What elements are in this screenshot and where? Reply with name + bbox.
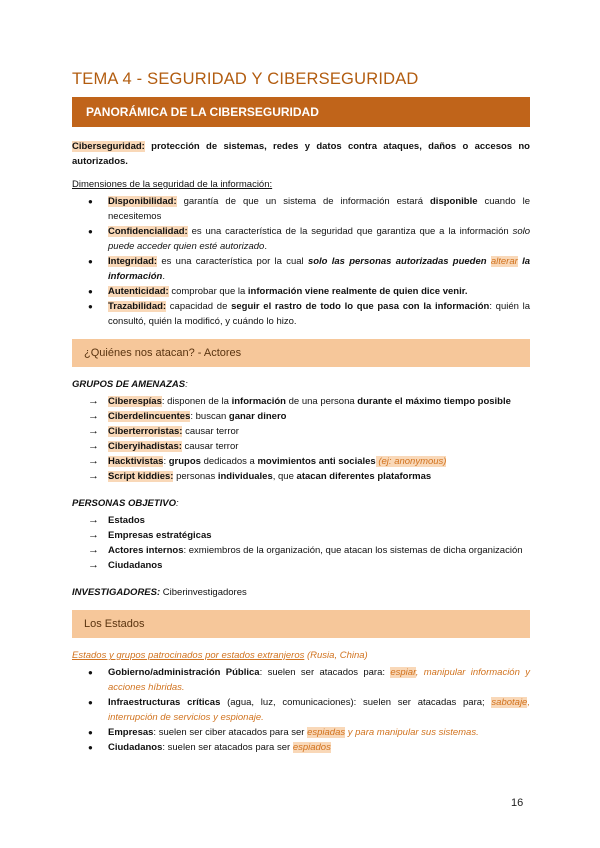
item-bold: movimientos anti sociales: [257, 456, 376, 467]
list-item: [72, 194, 530, 224]
item-bold: Actores internos: [108, 545, 184, 556]
item-bold: atacan diferentes plataformas: [296, 471, 432, 482]
item-orange: , manipular información y acciones híbridas.: [108, 667, 530, 693]
section-banner-estados: Los Estados: [72, 610, 530, 638]
item-text: garantía de que un sistema de información estará: [176, 196, 430, 207]
list-item: [72, 740, 530, 755]
item-bold: información: [231, 396, 286, 407]
item-text: .: [162, 271, 166, 282]
list-item: [72, 665, 530, 695]
item-orange-highlight: espiados: [292, 742, 331, 753]
heading-colon: :: [176, 498, 179, 509]
item-bold: ganar dinero: [228, 411, 287, 422]
item-text: de una persona: [285, 396, 358, 407]
item-text: causar terror: [182, 426, 239, 437]
objetivo-heading: [72, 496, 530, 511]
item-text: capacidad de: [166, 301, 232, 312]
item-orange-highlight: espiar: [390, 667, 416, 678]
item-term: Integridad:: [108, 256, 158, 267]
item-text: personas: [173, 471, 218, 482]
item-text: .: [264, 241, 267, 252]
list-item: [72, 528, 530, 543]
list-item: [72, 558, 530, 573]
item-term: Script kiddies:: [108, 471, 174, 482]
list-item: [72, 543, 530, 558]
document-page: [72, 70, 530, 759]
amenazas-list: [72, 394, 530, 484]
list-item: [72, 513, 530, 528]
item-term: Confidencialidad:: [108, 226, 188, 237]
list-item: [72, 439, 530, 454]
item-bold: Gobierno/administración Pública: [108, 667, 260, 678]
dimensions-heading-text: Dimensiones de la seguridad de la información:: [72, 179, 273, 190]
item-bold: Estados: [108, 515, 145, 526]
item-text: causar terror: [181, 441, 239, 452]
estados-paren: (Rusia, China): [304, 650, 368, 661]
list-item: [72, 469, 530, 484]
item-text: : suelen ser ciber atacados para ser: [153, 727, 308, 738]
list-item: [72, 409, 530, 424]
page-title: TEMA 4 - SEGURIDAD Y CIBERSEGURIDAD: [72, 70, 419, 88]
item-bold: Ciudadanos: [108, 560, 163, 571]
item-bold-italic: solo las personas autorizadas pueden: [307, 256, 487, 267]
item-text: es una característica por la cual: [157, 256, 308, 267]
list-item: [72, 424, 530, 439]
item-bold: Ciudadanos: [108, 742, 163, 753]
item-orange: (ej: anonymous): [375, 456, 447, 467]
item-text: comprobar que la: [168, 286, 248, 297]
item-term: Trazabilidad:: [108, 301, 167, 312]
investigadores-line: [72, 585, 530, 600]
item-text: : suelen ser atacados para:: [259, 667, 391, 678]
intro-paragraph: [72, 139, 530, 169]
item-term: Disponibilidad:: [108, 196, 177, 207]
item-term: Ciberterroristas:: [108, 426, 183, 437]
list-item: [72, 454, 530, 469]
dimensions-list: [72, 194, 530, 329]
item-term: Ciberdelincuentes: [108, 411, 191, 422]
investigadores-text: Ciberinvestigadores: [160, 587, 247, 598]
item-text: dedicados a: [200, 456, 258, 467]
item-bold: individuales: [217, 471, 273, 482]
page-number: 16: [511, 797, 524, 809]
item-bold: Empresas: [108, 727, 154, 738]
item-bold: grupos: [168, 456, 201, 467]
list-item: [72, 254, 530, 284]
item-text: es una característica de la seguridad que garantiza que a la información: [187, 226, 513, 237]
amenazas-heading: [72, 377, 530, 392]
investigadores-heading: INVESTIGADORES:: [72, 587, 161, 598]
item-text: (agua, luz, comunicaciones): suelen ser atacadas para;: [220, 697, 492, 708]
item-bold: disponible: [430, 196, 478, 207]
item-italic: solo puede acceder quien esté autorizado: [108, 226, 530, 252]
item-bold: durante el máximo tiempo posible: [357, 396, 511, 407]
list-item: [72, 284, 530, 299]
item-bold: Empresas estratégicas: [108, 530, 212, 541]
item-orange: y para manipular sus sistemas.: [345, 727, 479, 738]
item-text: : buscan: [190, 411, 229, 422]
item-bold: información viene realmente de quien dice venir.: [247, 286, 468, 297]
item-text: : suelen ser atacados para ser: [162, 742, 293, 753]
item-orange: alterar: [490, 256, 518, 267]
item-text: : disponen de la: [161, 396, 232, 407]
estados-heading: [72, 648, 530, 663]
list-item: [72, 224, 530, 254]
item-term: Hacktivistas: [108, 456, 164, 467]
section-banner-actores: ¿Quiénes nos atacan? - Actores: [72, 339, 530, 367]
intro-term: Ciberseguridad:: [72, 141, 145, 152]
dimensions-heading: [72, 177, 530, 192]
item-text: , que: [272, 471, 297, 482]
list-item: [72, 394, 530, 409]
estados-list: [72, 665, 530, 755]
list-item: [72, 725, 530, 740]
item-bold-italic: la información: [108, 256, 531, 282]
item-term: Autenticidad:: [108, 286, 169, 297]
objetivo-heading-text: PERSONAS OBJETIVO: [72, 498, 176, 509]
item-bold: Infraestructuras críticas: [108, 697, 221, 708]
objetivo-list: [72, 513, 530, 573]
item-bold: seguir el rastro de todo lo que pasa con la información: [231, 301, 490, 312]
list-item: [72, 299, 530, 329]
item-orange-highlight: sabotaje: [491, 697, 528, 708]
heading-colon: :: [185, 379, 188, 390]
item-text: : quién la consultó, quién la modificó, y cuándo lo hizo.: [108, 301, 531, 327]
intro-text: protección de sistemas, redes y datos contra ataques, daños o accesos no autorizados.: [72, 141, 530, 167]
item-orange-highlight: espiadas: [307, 727, 346, 738]
item-term: Ciberespías: [108, 396, 162, 407]
list-item: [72, 695, 530, 725]
estados-heading-text: Estados y grupos patrocinados por estados extranjeros: [72, 650, 305, 661]
item-term: Ciberyihadistas:: [108, 441, 182, 452]
item-text: :: [163, 456, 169, 467]
section-banner-panoramica: PANORÁMICA DE LA CIBERSEGURIDAD: [72, 97, 530, 127]
item-text: cuando le necesitemos: [108, 196, 531, 222]
item-text: : exmiembros de la organización, que atacan los sistemas de dicha organización: [183, 545, 523, 556]
amenazas-heading-text: GRUPOS DE AMENAZAS: [72, 379, 186, 390]
item-orange: , interrupción de servicios y espionaje.: [108, 697, 530, 723]
